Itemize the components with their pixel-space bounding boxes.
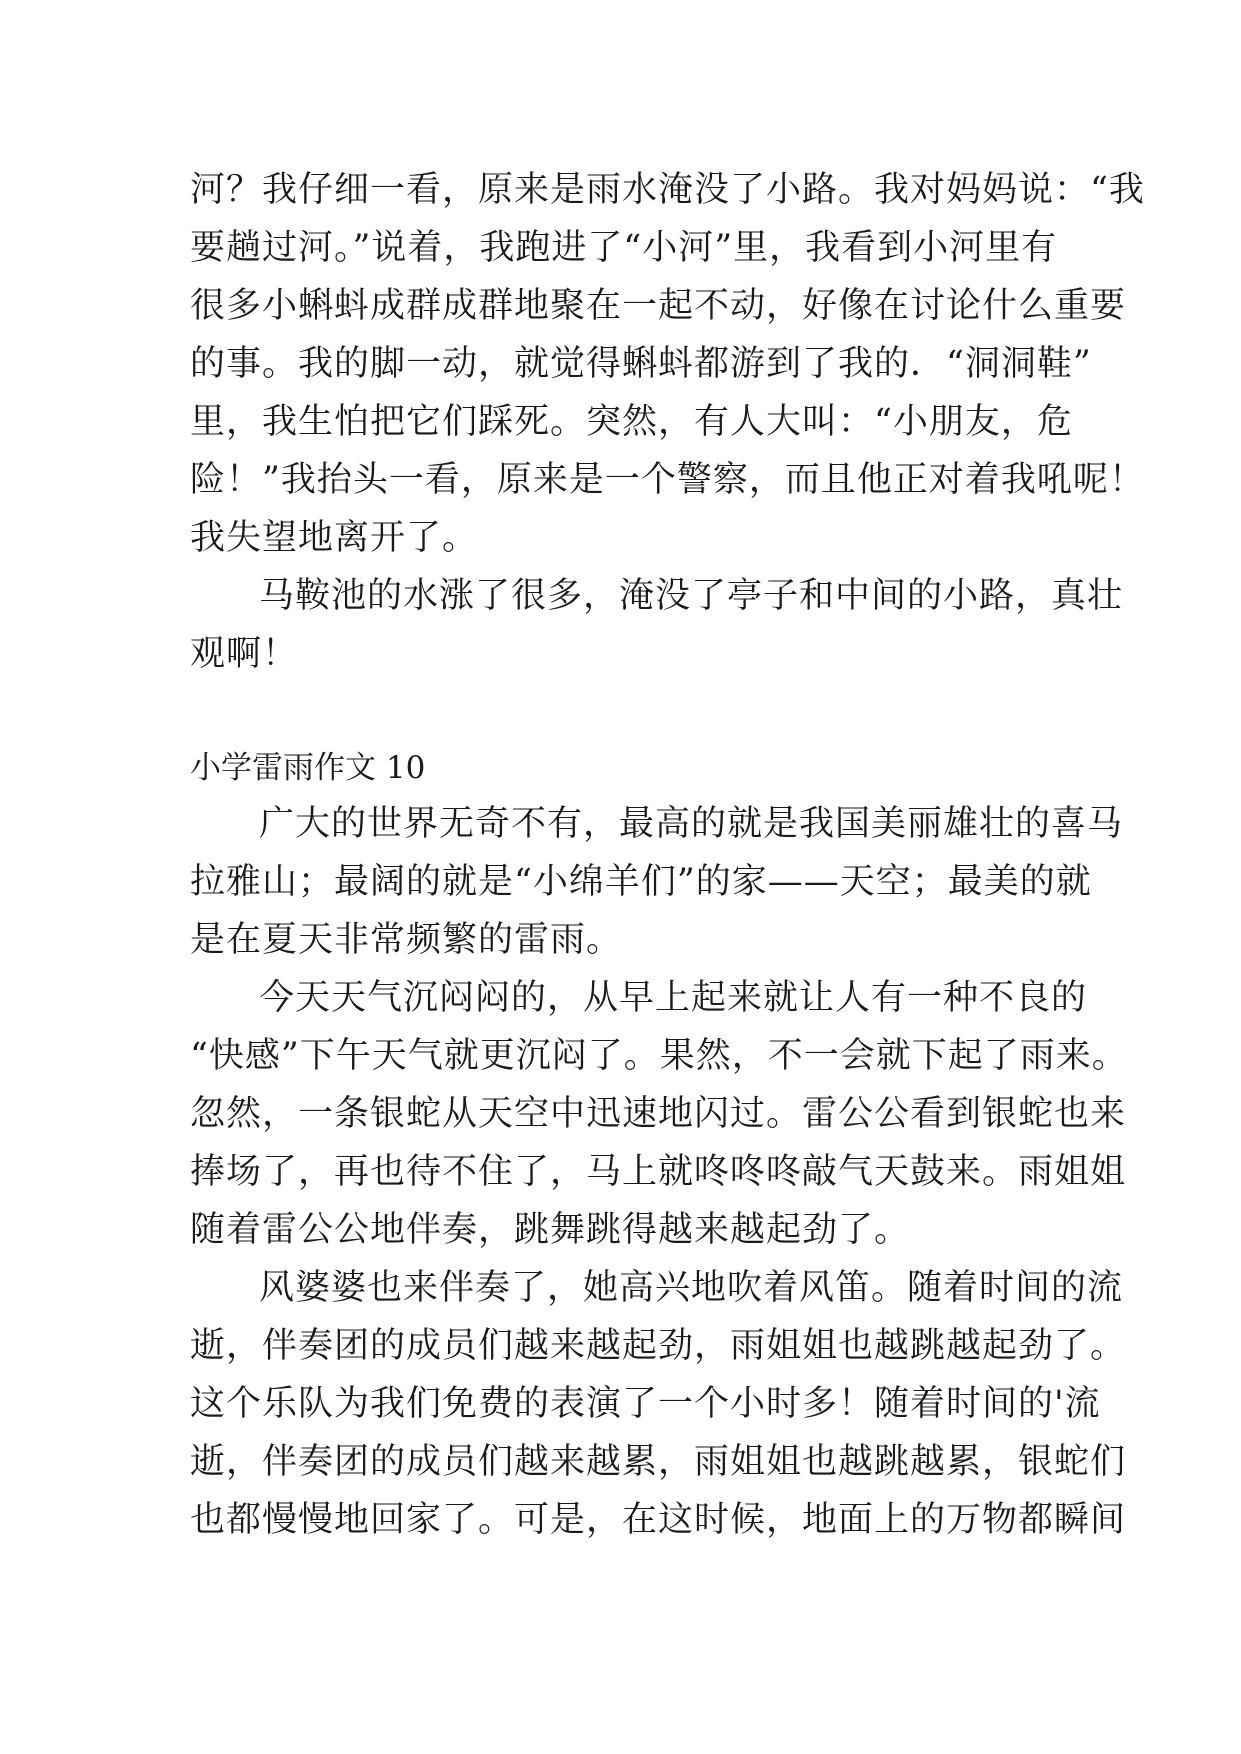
text-line: 这个乐队为我们免费的表演了一个小时多！随着时间的'流 — [190, 1384, 1101, 1424]
text-line: 是在夏天非常频繁的雷雨。 — [190, 920, 623, 960]
text-line: 险！”我抬头一看，原来是一个警察，而且他正对着我吼呢！ — [190, 460, 1145, 500]
text-line: 马鞍池的水涨了很多，淹没了亭子和中间的小路，真壮 — [259, 576, 1124, 616]
text-line: 逝，伴奏团的成员们越来越起劲，雨姐姐也越跳越起劲了。 — [190, 1326, 1127, 1366]
text-line: 今天天气沉闷闷的，从早上起来就让人有一种不良的 — [259, 978, 1088, 1018]
text-line: 我失望地离开了。 — [190, 518, 479, 558]
text-line: 忽然，一条银蛇从天空中迅速地闪过。雷公公看到银蛇也来 — [190, 1094, 1127, 1134]
text-line: 的事。我的脚一动，就觉得蝌蚪都游到了我的．“洞洞鞋” — [190, 344, 1092, 384]
text-line: 很多小蝌蚪成群成群地聚在一起不动，好像在讨论什么重要 — [190, 286, 1127, 326]
text-line: 里，我生怕把它们踩死。突然，有人大叫：“小朋友，危 — [190, 402, 1073, 442]
text-line: 捧场了，再也待不住了，马上就咚咚咚敲气天鼓来。雨姐姐 — [190, 1152, 1127, 1192]
text-line: 要趟过河。”说着，我跑进了“小河”里，我看到小河里有 — [190, 228, 1058, 268]
section-title: 小学雷雨作文 10 — [190, 750, 426, 786]
text-line: 也都慢慢地回家了。可是，在这时候，地面上的万物都瞬间 — [190, 1500, 1127, 1540]
text-line: 观啊！ — [190, 634, 299, 674]
text-line: 随着雷公公地伴奏，跳舞跳得越来越起劲了。 — [190, 1210, 911, 1250]
text-line: 风婆婆也来伴奏了，她高兴地吹着风笛。随着时间的流 — [259, 1268, 1124, 1308]
text-line: “快感”下午天气就更沉闷了。果然，不一会就下起了雨来。 — [190, 1036, 1128, 1076]
text-line: 广大的世界无奇不有，最高的就是我国美丽雄壮的喜马 — [259, 804, 1124, 844]
text-line: 拉雅山；最阔的就是“小绵羊们”的家——天空；最美的就 — [190, 862, 1092, 902]
text-line: 逝，伴奏团的成员们越来越累，雨姐姐也越跳越累，银蛇们 — [190, 1442, 1127, 1482]
text-line: 河？我仔细一看，原来是雨水淹没了小路。我对妈妈说：“我 — [190, 170, 1145, 210]
